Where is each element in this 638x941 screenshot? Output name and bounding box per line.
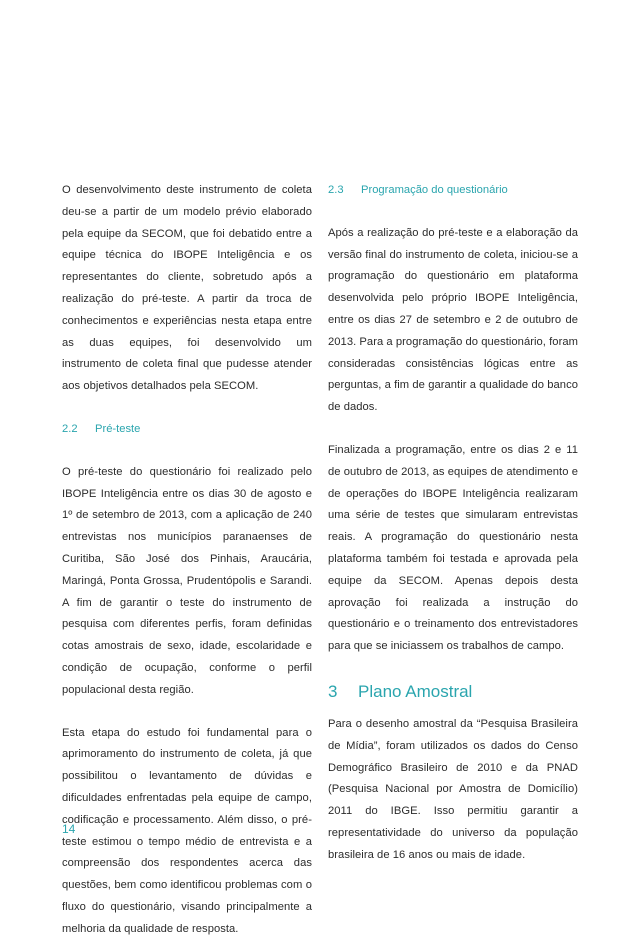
testing-paragraph: Finalizada a programação, entre os dias 2 e 11 de outubro de 2013, as equipes de atendimento e de operações do IBOPE Inteligência realizaram uma série de testes que simularam entrevistas reais. A programação do questionário nesta plataforma também foi testada e aprovada pela equipe da SECOM. Apenas depois desta aprovação foi realizada a instrução do questionário e o treinamento dos entrevistadores para que se iniciassem os trabalhos de campo.	[328, 443, 578, 653]
chapter-heading-3	[328, 674, 578, 710]
section-heading-2-3	[328, 180, 578, 202]
section-heading-2-2	[62, 419, 312, 441]
chapter-number: 3	[328, 681, 338, 701]
sample-design-paragraph: Para o desenho amostral da “Pesquisa Brasileira de Mídia”, foram utilizados os dados do Censo Demográfico Brasileiro de 2010 e da PNAD (Pesquisa Nacional por Amostra de Domicílio) 2011 do IBGE. Isso permitiu garantir a representatividade do universo da população brasileira de 16 anos ou mais de idade.	[328, 717, 578, 861]
right-column	[328, 180, 578, 867]
left-column	[62, 180, 312, 941]
chapter-title: Plano Amostral	[358, 681, 473, 701]
programming-paragraph: Após a realização do pré-teste e a elaboração da versão final do instrumento de coleta, iniciou-se a programação do questionário em plataforma desenvolvida pelo próprio IBOPE Inteligência, entre os dias 27 de setembro e 2 de outubro de 2013. Para a programação do questionário, foram consideradas consistências lógicas entre as perguntas, a fim de garantir a qualidade do banco de dados.	[328, 226, 578, 414]
pretest-paragraph: O pré-teste do questionário foi realizado pelo IBOPE Inteligência entre os dias 30 de agosto e 1º de setembro de 2013, com a aplicação de 240 entrevistas nos municípios paranaenses de Curitiba, São José dos Pinhais, Araucária, Maringá, Ponta Grossa, Prudentópolis e Sarandi. A fim de garantir o teste do instrumento de pesquisa com diferentes perfis, foram definidas cotas amostrais de sexo, idade, escolaridade e condição de ocupação, conforme o perfil populacional desta região.	[62, 465, 312, 696]
section-number: 2.3	[328, 184, 344, 196]
section-title: Pré-teste	[95, 422, 141, 435]
pretest-importance-paragraph: Esta etapa do estudo foi fundamental para o aprimoramento do instrumento de coleta, já que possibilitou o levantamento de dúvidas e dificuldades enfrentadas pela equipe de campo, codificação e processamento. Além disso, o pré-teste estimou o tempo médio de entrevista e a compreensão dos respondentes acerca das questões, bem como identificou problemas com o fluxo do questionário, visando principalmente a melhoria da qualidade de resposta.	[62, 726, 312, 935]
section-number: 2.2	[62, 422, 78, 435]
page-number: 14	[62, 822, 76, 836]
intro-paragraph: O desenvolvimento deste instrumento de coleta deu-se a partir de um modelo prévio elaborado pela equipe da SECOM, que foi debatido entre a equipe técnica do IBOPE Inteligência e os representantes do cliente, sobretudo após a realização do pré-teste. A partir da troca de conhecimentos e experiências nesta etapa entre as duas equipes, foi desenvolvido um instrumento de coleta final que pudesse atender aos objetivos detalhados pela SECOM.	[62, 184, 312, 393]
section-title: Programação do questionário	[361, 184, 508, 196]
